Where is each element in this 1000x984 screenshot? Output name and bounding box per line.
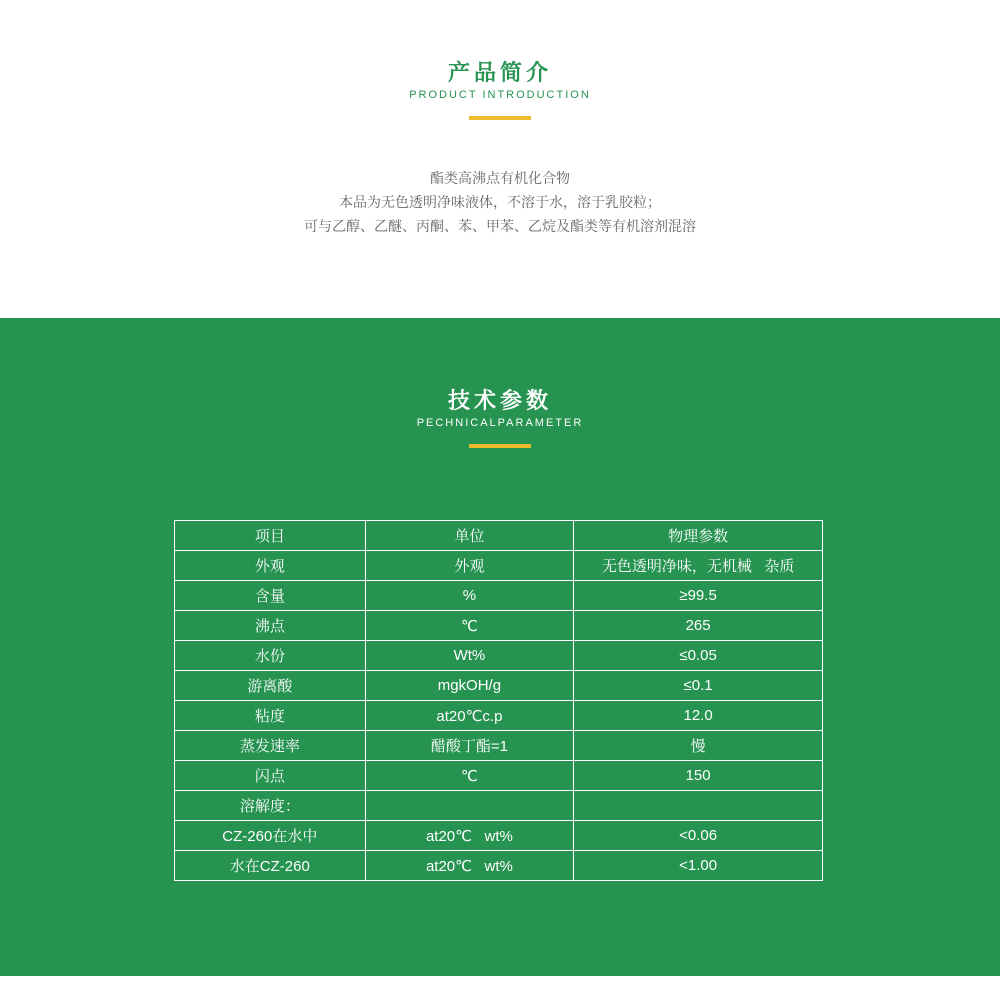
table-row xyxy=(175,731,823,761)
row-unit: ℃ xyxy=(365,761,574,791)
params-subtitle: PECHNICALPARAMETER xyxy=(416,417,584,429)
table-row xyxy=(175,611,823,641)
table-row xyxy=(175,761,823,791)
table-row xyxy=(175,581,823,611)
row-value: 12.0 xyxy=(574,701,823,731)
row-value: 150 xyxy=(574,761,823,791)
row-value: ≥99.5 xyxy=(574,581,823,611)
row-item: 闪点 xyxy=(175,761,366,791)
table-row xyxy=(175,551,823,581)
intro-line: 本品为无色透明净味液体，不溶于水，溶于乳胶粒； xyxy=(339,195,661,211)
row-unit: % xyxy=(365,581,574,611)
intro-line: 酯类高沸点有机化合物 xyxy=(430,171,570,187)
row-value: 慢 xyxy=(574,731,823,761)
parameters-table xyxy=(174,520,823,881)
table-row xyxy=(175,851,823,881)
row-item: 蒸发速率 xyxy=(175,731,366,761)
row-item: 外观 xyxy=(175,551,366,581)
row-unit: Wt% xyxy=(365,641,574,671)
intro-accent-bar xyxy=(469,116,531,120)
row-item: 水份 xyxy=(175,641,366,671)
header-unit: 单位 xyxy=(365,521,574,551)
header-value: 物理参数 xyxy=(574,521,823,551)
row-value: 265 xyxy=(574,611,823,641)
table-row xyxy=(175,701,823,731)
technical-parameters-section xyxy=(0,318,1000,976)
intro-line: 可与乙醇、乙醚、丙酮、苯、甲苯、乙烷及酯类等有机溶剂混溶 xyxy=(304,219,696,235)
row-value: ≤0.05 xyxy=(574,641,823,671)
row-item: 沸点 xyxy=(175,611,366,641)
header-item: 项目 xyxy=(175,521,366,551)
row-value: <0.06 xyxy=(574,821,823,851)
row-unit: 醋酸丁酯=1 xyxy=(365,731,574,761)
row-unit: at20℃ wt% xyxy=(365,821,574,851)
intro-title: 产品简介 xyxy=(447,61,552,86)
row-value xyxy=(574,791,823,821)
row-unit xyxy=(365,791,574,821)
intro-subtitle: PRODUCT INTRODUCTION xyxy=(409,89,591,101)
params-accent-bar xyxy=(469,444,531,448)
row-item: 水在CZ-260 xyxy=(175,851,366,881)
params-title: 技术参数 xyxy=(447,389,552,414)
row-unit: mgkOH/g xyxy=(365,671,574,701)
row-item: 游离酸 xyxy=(175,671,366,701)
row-unit: at20℃ wt% xyxy=(365,851,574,881)
row-value: <1.00 xyxy=(574,851,823,881)
row-item: 粘度 xyxy=(175,701,366,731)
row-unit: at20℃c.p xyxy=(365,701,574,731)
row-item: 溶解度： xyxy=(175,791,366,821)
table-row xyxy=(175,671,823,701)
product-introduction-section xyxy=(0,0,1000,318)
row-value: 无色透明净味，无机械 杂质 xyxy=(574,551,823,581)
table-row xyxy=(175,791,823,821)
table-row xyxy=(175,641,823,671)
table-row xyxy=(175,821,823,851)
row-item: CZ-260在水中 xyxy=(175,821,366,851)
row-unit: 外观 xyxy=(365,551,574,581)
table-header-row xyxy=(175,521,823,551)
row-value: ≤0.1 xyxy=(574,671,823,701)
intro-description xyxy=(0,167,1000,239)
row-item: 含量 xyxy=(175,581,366,611)
row-unit: ℃ xyxy=(365,611,574,641)
